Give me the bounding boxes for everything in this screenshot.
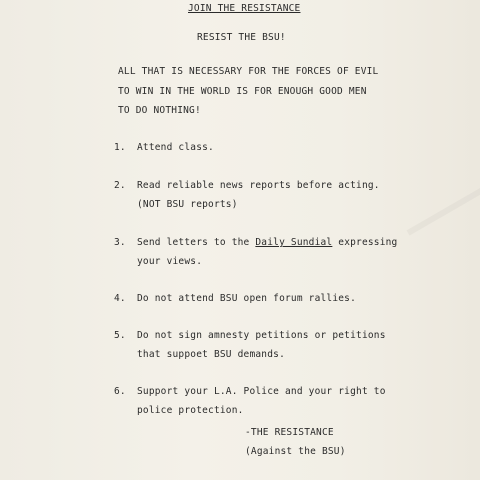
quote-line: ALL THAT IS NECESSARY FOR THE FORCES OF EVIL xyxy=(118,66,379,77)
item-text: (NOT BSU reports) xyxy=(137,199,238,210)
item-number: 5. xyxy=(114,330,126,341)
item-text: your views. xyxy=(137,256,203,267)
item-text-part: Send letters to the xyxy=(137,237,256,248)
document-title: JOIN THE RESISTANCE xyxy=(188,3,301,14)
signature-note: (Against the BSU) xyxy=(245,446,346,457)
item-number: 2. xyxy=(114,180,126,191)
document-subtitle: RESIST THE BSU! xyxy=(197,32,286,43)
item-text: that suppoet BSU demands. xyxy=(137,349,285,360)
quote-line: TO WIN IN THE WORLD IS FOR ENOUGH GOOD MEN xyxy=(118,86,367,97)
item-number: 1. xyxy=(114,142,126,153)
item-text: police protection. xyxy=(137,405,244,416)
item-text xyxy=(137,237,397,248)
quote-line: TO DO NOTHING! xyxy=(118,105,201,116)
item-number: 6. xyxy=(114,386,126,397)
item-text: Read reliable news reports before acting. xyxy=(137,180,380,191)
newspaper-name: Daily Sundial xyxy=(255,237,333,248)
item-number: 4. xyxy=(114,293,126,304)
item-text-part: expressing xyxy=(332,237,398,248)
item-text: Attend class. xyxy=(137,142,214,153)
signature-name: -THE RESISTANCE xyxy=(245,427,334,438)
item-number: 3. xyxy=(114,237,126,248)
item-text: Do not attend BSU open forum rallies. xyxy=(137,293,357,304)
item-text: Support your L.A. Police and your right to xyxy=(137,386,386,397)
item-text: Do not sign amnesty petitions or petitions xyxy=(137,330,386,341)
